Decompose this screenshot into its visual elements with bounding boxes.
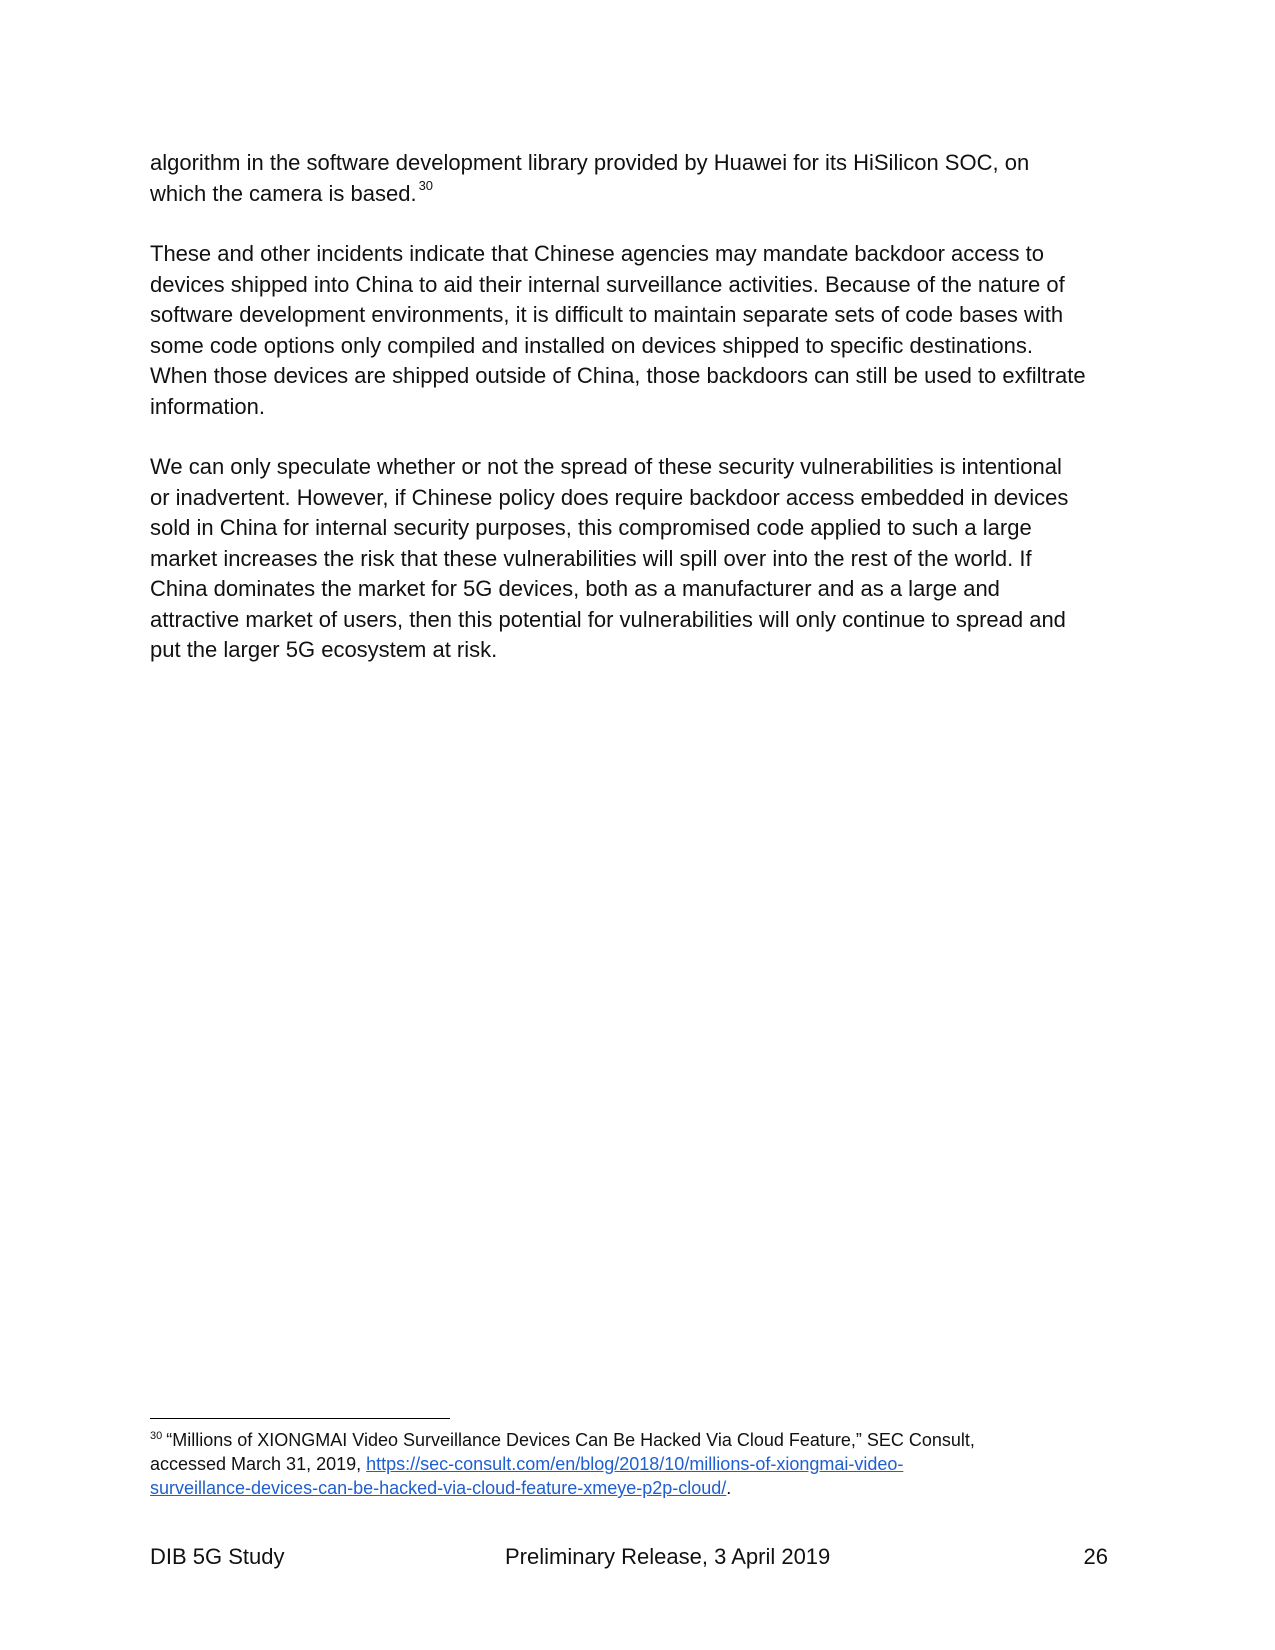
footer-release: Preliminary Release, 3 April 2019	[505, 1544, 831, 1569]
text-line: some code options only compiled and installed on devices shipped to specific destinations.	[150, 332, 1033, 358]
footnote-link-continued[interactable]: surveillance-devices-can-be-hacked-via-cloud-feature-xmeye-p2p-cloud/	[150, 1478, 727, 1498]
footer-title: DIB 5G Study	[150, 1544, 285, 1569]
footnote-trailing: .	[726, 1478, 732, 1498]
text-line: information.	[150, 393, 265, 419]
page-number: 26	[1083, 1544, 1108, 1569]
text-line: When those devices are shipped outside of China, those backdoors can still be used to exfiltrate	[150, 363, 1086, 388]
footnote-line	[150, 1476, 1130, 1500]
footnote-number: 30	[150, 1430, 163, 1442]
footnotes	[150, 1428, 1130, 1500]
text-line: attractive market of users, then this potential for vulnerabilities will only continue to spread and	[150, 606, 1066, 632]
paragraph-3	[150, 452, 1140, 666]
text-line	[150, 179, 1140, 210]
text-line: These and other incidents indicate that Chinese agencies may mandate backdoor access to	[150, 241, 1044, 266]
footnote-30	[150, 1428, 1130, 1500]
footnote-reference[interactable]: 30	[418, 178, 434, 194]
text-line: market increases the risk that these vulnerabilities will spill over into the rest of the world. If	[150, 545, 1032, 571]
text-line: software development environments, it is difficult to maintain separate sets of code bases with	[150, 302, 1064, 327]
paragraph-2	[150, 239, 1140, 422]
text-line: We can only speculate whether or not the spread of these security vulnerabilities is intentional	[150, 454, 1062, 479]
text-line: put the larger 5G ecosystem at risk.	[150, 637, 498, 662]
body-text	[150, 148, 1140, 696]
text-line: devices shipped into China to aid their internal surveillance activities. Because of the nature of	[150, 271, 1065, 297]
text-line: or inadvertent. However, if Chinese policy does require backdoor access embedded in devices	[150, 484, 1069, 510]
text-span: which the camera is based.	[150, 180, 417, 206]
text-line: sold in China for internal security purposes, this compromised code applied to such a large	[150, 515, 1032, 540]
text-line: algorithm in the software development library provided by Huawei for its HiSilicon SOC, on	[150, 150, 1030, 175]
footnote-line	[150, 1452, 1130, 1476]
text-line: China dominates the market for 5G devices, both as a manufacturer and as a large and	[150, 576, 1000, 601]
footnote-link[interactable]: https://sec-consult.com/en/blog/2018/10/millions-of-xiongmai-video-	[366, 1454, 904, 1474]
footnote-text: “Millions of XIONGMAI Video Surveillance Devices Can Be Hacked Via Cloud Feature,” SEC Consult,	[166, 1430, 975, 1450]
page-footer	[150, 1542, 1108, 1572]
footnote-divider	[150, 1418, 450, 1419]
footnote-text: accessed March 31, 2019,	[150, 1454, 367, 1474]
paragraph-1	[150, 148, 1140, 209]
footnote-line	[150, 1428, 1130, 1452]
